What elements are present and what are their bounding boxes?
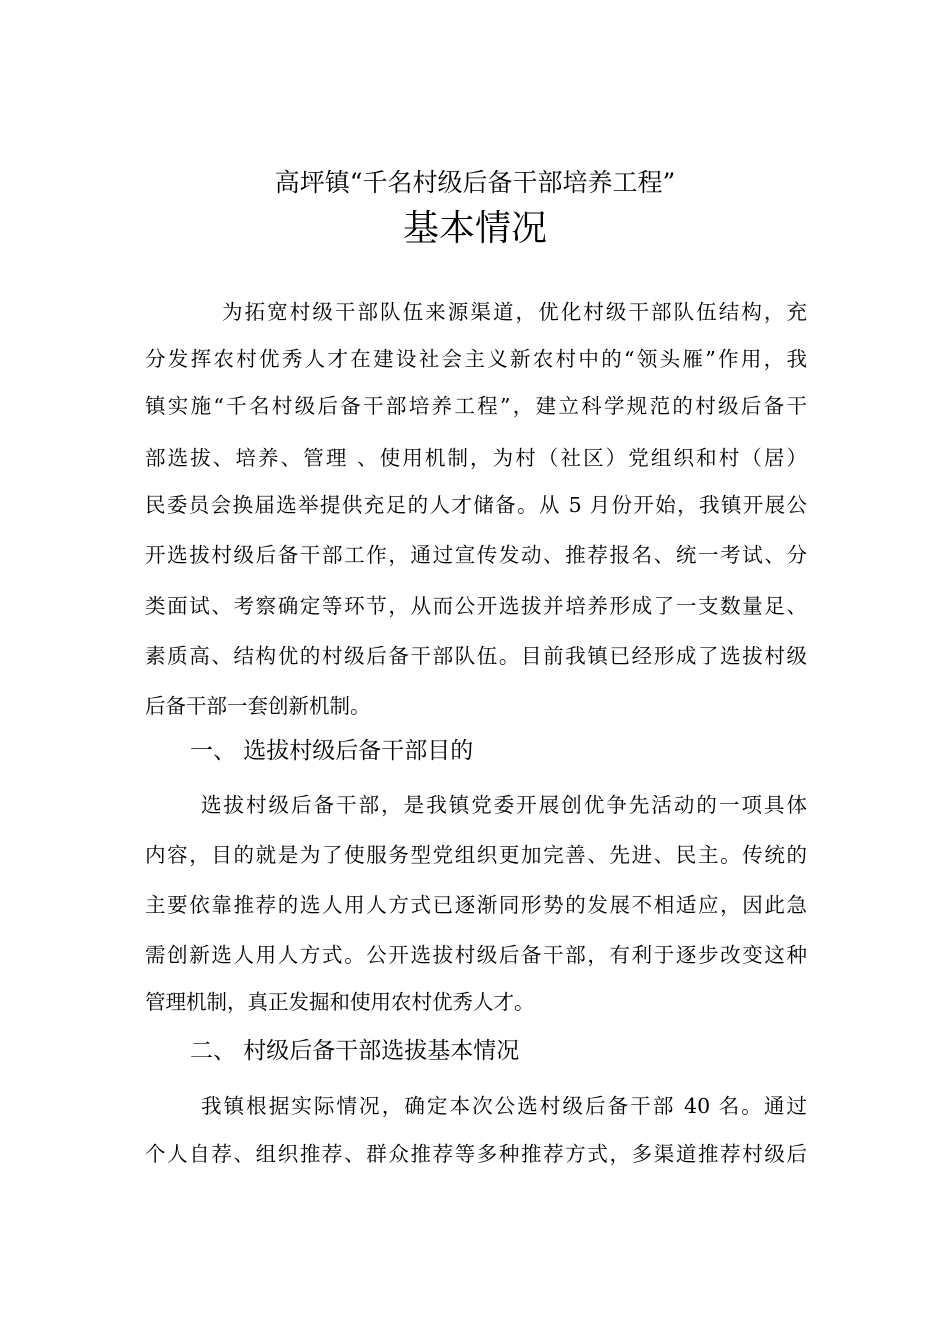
section-1-heading: 一、 选拔村级后备干部目的 bbox=[190, 738, 474, 764]
section-1-line-4: 需创新选人用人方式。公开选拔村级后备干部，有利于逐步改变这种 bbox=[145, 943, 807, 967]
intro-line-7: 类面试、考察确定等环节，从而公开选拔并培养形成了一支数量足、 bbox=[145, 594, 807, 618]
intro-line-1: 为拓宽村级干部队伍来源渠道，优化村级干部队伍结构，充 bbox=[222, 300, 807, 324]
section-2-line-1: 我镇根据实际情况，确定本次公选村级后备干部 40 名。通过 bbox=[201, 1094, 807, 1118]
document-title-line-2: 基本情况 bbox=[402, 208, 547, 249]
intro-line-2: 分发挥农村优秀人才在建设社会主义新农村中的“领头雁”作用，我 bbox=[145, 347, 807, 371]
section-1-line-1: 选拔村级后备干部，是我镇党委开展创优争先活动的一项具体 bbox=[201, 793, 807, 817]
intro-line-9: 后备干部一套创新机制。 bbox=[145, 694, 371, 718]
intro-line-8: 素质高、结构优的村级后备干部队伍。目前我镇已经形成了选拔村级 bbox=[145, 644, 807, 668]
intro-line-4: 部选拔、培养、管理 、使用机制，为村（社区）党组织和村（居） bbox=[145, 446, 807, 470]
section-2-heading: 二、 村级后备干部选拔基本情况 bbox=[190, 1038, 520, 1064]
intro-line-3: 镇实施“千名村级后备干部培养工程”，建立科学规范的村级后备干 bbox=[145, 394, 807, 418]
section-1-line-2: 内容，目的就是为了使服务型党组织更加完善、先进、民主。传统的 bbox=[145, 843, 807, 867]
section-2-line-2: 个人自荐、组织推荐、群众推荐等多种推荐方式，多渠道推荐村级后 bbox=[145, 1142, 807, 1166]
intro-line-5: 民委员会换届选举提供充足的人才储备。从 5 月份开始，我镇开展公 bbox=[145, 493, 807, 517]
intro-line-6: 开选拔村级后备干部工作，通过宣传发动、推荐报名、统一考试、分 bbox=[145, 543, 807, 567]
section-1-line-3: 主要依靠推荐的选人用人方式已逐渐同形势的发展不相适应，因此急 bbox=[145, 893, 807, 917]
section-1-line-5: 管理机制，真正发掘和使用农村优秀人才。 bbox=[145, 990, 535, 1014]
document-title-line-1: 高坪镇“千名村级后备干部培养工程” bbox=[274, 168, 676, 197]
